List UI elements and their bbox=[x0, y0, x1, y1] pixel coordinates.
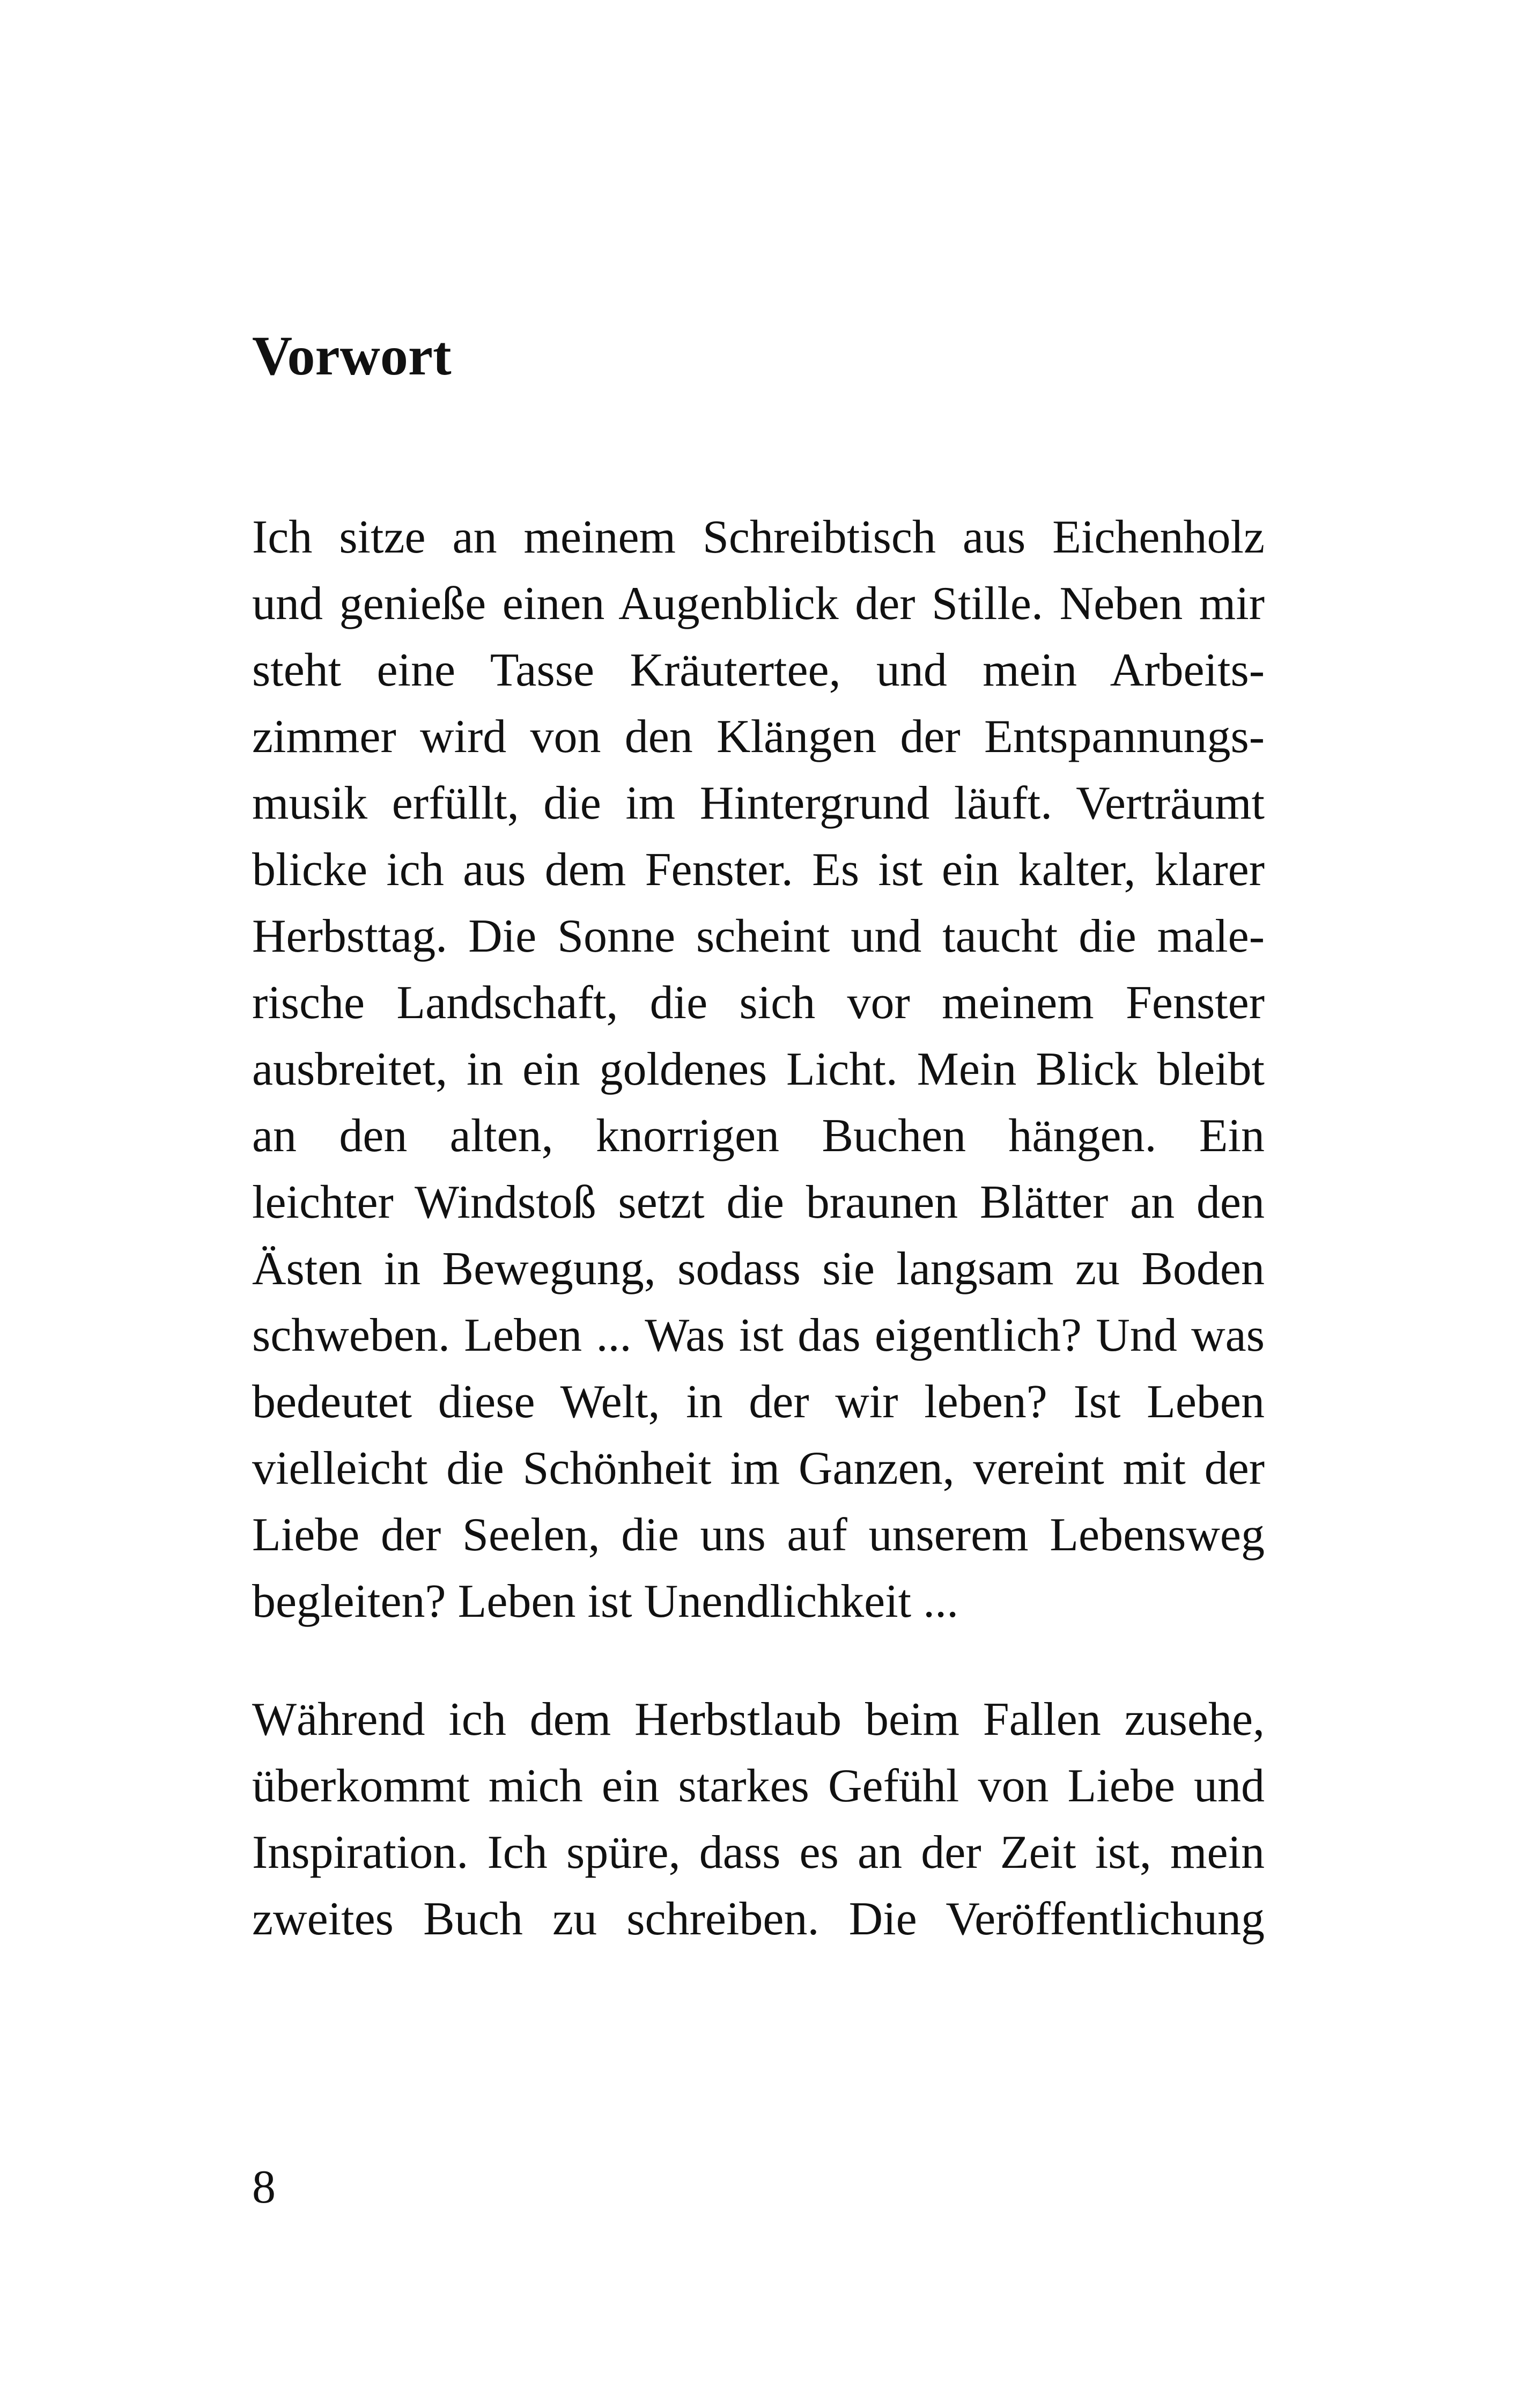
text-line: überkommt mich ein starkes Gefühl von Liebe und bbox=[252, 1760, 1265, 1812]
text-line: und genieße einen Augenblick der Stille. Neben mir bbox=[252, 578, 1265, 630]
chapter-heading: Vorwort bbox=[252, 325, 452, 387]
text-line: Ich sitze an meinem Schreibtisch aus Eichenholz bbox=[252, 511, 1265, 563]
page-number: 8 bbox=[252, 2161, 276, 2213]
text-line: Inspiration. Ich spüre, dass es an der Zeit ist, mein bbox=[252, 1827, 1265, 1879]
text-line: zweites Buch zu schreiben. Die Veröffentlichung bbox=[252, 1893, 1265, 1945]
text-line: schweben. Leben ... Was ist das eigentlich? Und was bbox=[252, 1309, 1265, 1361]
text-line: an den alten, knorrigen Buchen hängen. Ein bbox=[252, 1110, 1265, 1162]
paragraph-2 bbox=[252, 1687, 1265, 1953]
text-line: ausbreitet, in ein goldenes Licht. Mein Blick bleibt bbox=[252, 1043, 1265, 1095]
text-line: Während ich dem Herbstlaub beim Fallen zusehe, bbox=[252, 1693, 1265, 1746]
text-line: leichter Windstoß setzt die braunen Blätter an den bbox=[252, 1176, 1265, 1228]
text-line: bedeutet diese Welt, in der wir leben? Ist Leben bbox=[252, 1376, 1265, 1428]
text-line: blicke ich aus dem Fenster. Es ist ein kalter, klarer bbox=[252, 844, 1265, 896]
paragraph-1 bbox=[252, 504, 1265, 1635]
text-line: Ästen in Bewegung, sodass sie langsam zu Boden bbox=[252, 1243, 1265, 1295]
text-line: Liebe der Seelen, die uns auf unserem Lebensweg bbox=[252, 1509, 1265, 1561]
text-line: rische Landschaft, die sich vor meinem Fenster bbox=[252, 977, 1265, 1029]
text-line: Herbsttag. Die Sonne scheint und taucht die male- bbox=[252, 910, 1265, 962]
text-line: begleiten? Leben ist Unendlichkeit ... bbox=[252, 1575, 959, 1628]
text-line: vielleicht die Schönheit im Ganzen, vereint mit der bbox=[252, 1442, 1265, 1494]
text-line: zimmer wird von den Klängen der Entspannungs- bbox=[252, 711, 1265, 763]
text-line: steht eine Tasse Kräutertee, und mein Arbeits- bbox=[252, 644, 1265, 696]
text-line: musik erfüllt, die im Hintergrund läuft. Verträumt bbox=[252, 777, 1265, 829]
